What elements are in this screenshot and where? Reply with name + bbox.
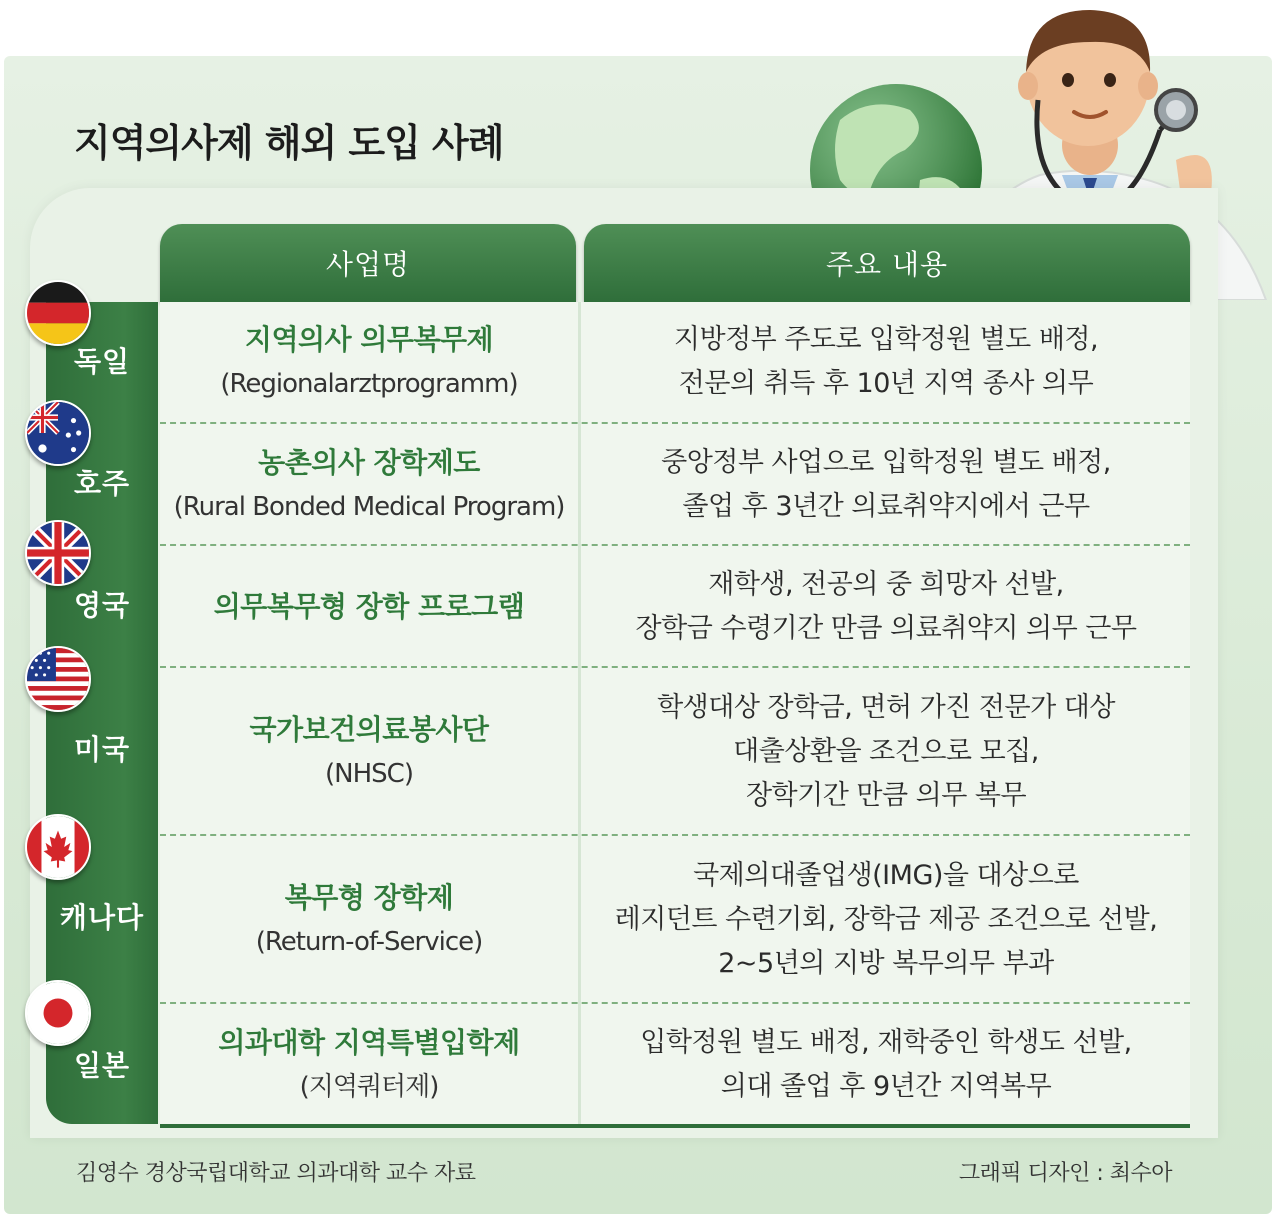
- content-line: 2~5년의 지방 복무의무 부과: [718, 948, 1054, 979]
- program-name-cell: [160, 836, 578, 1004]
- canada-flag-icon: [25, 814, 91, 880]
- program-name: 의무복무형 장학 프로그램: [213, 590, 525, 623]
- table-row: [160, 544, 1190, 668]
- program-content-cell: [582, 668, 1190, 836]
- table-row: [160, 302, 1190, 422]
- program-name-original: (Return-of-Service): [255, 927, 483, 957]
- japan-flag-icon: [25, 980, 91, 1046]
- country-label-usa: 미국: [73, 733, 131, 766]
- country-label-canada: 캐나다: [59, 901, 145, 934]
- program-content-cell: [582, 546, 1190, 668]
- program-name: 국가보건의료봉사단: [249, 713, 489, 746]
- germany-flag-icon: [25, 280, 91, 346]
- program-content-cell: [582, 302, 1190, 422]
- content-line: 재학생, 전공의 중 희망자 선발,: [708, 569, 1064, 600]
- country-label-germany: 독일: [73, 345, 131, 378]
- program-name-cell: [160, 302, 578, 422]
- table-row: [160, 422, 1190, 546]
- program-name-original: (Rural Bonded Medical Program): [173, 492, 565, 522]
- content-line: 레지던트 수련기회, 장학금 제공 조건으로 선발,: [614, 904, 1158, 935]
- content-line: 전문의 취득 후 10년 지역 종사 의무: [678, 368, 1094, 399]
- header-main-content: 주요 내용: [584, 224, 1190, 302]
- program-name-original: (지역쿼터제): [299, 1072, 439, 1102]
- program-content-cell: [582, 424, 1190, 546]
- table-row: [160, 1002, 1190, 1126]
- source-note: 김영수 경상국립대학교 의과대학 교수 자료: [76, 1161, 476, 1186]
- page-title: 지역의사제 해외 도입 사례: [74, 121, 504, 165]
- content-line: 학생대상 장학금, 면허 가진 전문가 대상: [657, 692, 1115, 723]
- usa-flag-icon: [25, 646, 91, 712]
- table-row: [160, 666, 1190, 836]
- design-credit: 그래픽 디자인 : 최수아: [958, 1161, 1172, 1186]
- country-label-uk: 영국: [73, 589, 131, 622]
- content-line: 중앙정부 사업으로 입학정원 별도 배정,: [661, 447, 1111, 478]
- country-label-japan: 일본: [73, 1049, 131, 1082]
- content-line: 대출상환을 조건으로 모집,: [733, 736, 1039, 767]
- content-line: 국제의대졸업생(IMG)을 대상으로: [693, 860, 1079, 891]
- content-line: 장학금 수령기간 만큼 의료취약지 의무 근무: [635, 613, 1137, 644]
- content-line: 의대 졸업 후 9년간 지역복무: [720, 1071, 1052, 1102]
- content-line: 졸업 후 3년간 의료취약지에서 근무: [682, 491, 1090, 522]
- program-name-cell: [160, 424, 578, 546]
- header-program-name: 사업명: [160, 224, 576, 302]
- country-label-australia: 호주: [73, 467, 131, 500]
- program-content-cell: [582, 1004, 1190, 1126]
- cases-table: [160, 302, 1190, 1128]
- program-content-cell: [582, 836, 1190, 1004]
- program-name-cell: [160, 546, 578, 668]
- program-name: 지역의사 의무복무제: [244, 323, 494, 356]
- program-name: 의과대학 지역특별입학제: [218, 1026, 520, 1059]
- content-line: 장학기간 만큼 의무 복무: [745, 780, 1027, 811]
- program-name-cell: [160, 668, 578, 836]
- program-name-original: (NHSC): [325, 759, 413, 789]
- program-name: 농촌의사 장학제도: [258, 446, 480, 479]
- program-name: 복무형 장학제: [284, 881, 454, 914]
- table-row: [160, 834, 1190, 1004]
- content-line: 지방정부 주도로 입학정원 별도 배정,: [673, 324, 1099, 355]
- program-name-original: (Regionalarztprogramm): [220, 369, 518, 399]
- program-name-cell: [160, 1004, 578, 1126]
- content-line: 입학정원 별도 배정, 재학중인 학생도 선발,: [640, 1027, 1132, 1058]
- australia-flag-icon: [25, 400, 91, 466]
- uk-flag-icon: [25, 520, 91, 586]
